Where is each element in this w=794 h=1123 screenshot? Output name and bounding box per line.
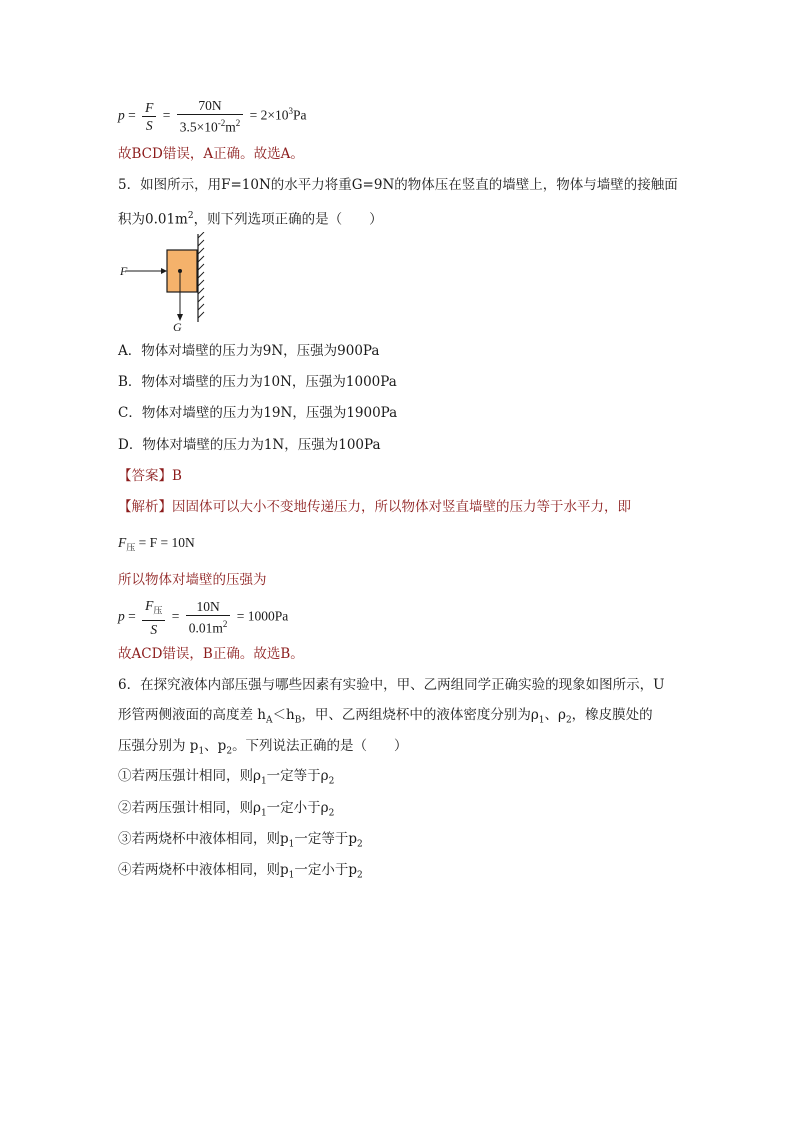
- q6-stem-line2: 形管两侧液面的高度差 $h_A<h_B$，甲、乙两组烧杯中的液体密度分别为$\rho_1$、$\rho_2$，橡皮膜处的: [118, 707, 653, 726]
- q5-pressure-equation: p = $\frac{F_压}{S}$ = $\frac{10N}{0.01m^2}$ = 1000Pa: [118, 598, 289, 637]
- force-diagram: [118, 232, 208, 332]
- q6-stem-line1: 6．在探究液体内部压强与哪些因素有实验中，甲、乙两组同学正确实验的现象如图所示，U: [118, 677, 665, 693]
- q6-statement-1[interactable]: ①若两压强计相同，则$\rho_1$一定等于$\rho_2$: [118, 768, 335, 787]
- q5-stem-line1: 5．如图所示，用F=10N的水平力将重G=9N的物体压在竖直的墙壁上，物体与墙壁的接触面: [118, 177, 678, 193]
- q6-stem-line3: 压强分别为 $p_1$、$p_2$。下列说法正确的是（ ）: [118, 738, 408, 757]
- q6-statement-2[interactable]: ②若两压强计相同，则$\rho_1$一定小于$\rho_2$: [118, 800, 335, 819]
- q5-answer: 【答案】B: [118, 468, 182, 484]
- q5-conclusion: 故ACD错误，B正确。故选B。: [118, 646, 304, 662]
- q6-statement-3[interactable]: ③若两烧杯中液体相同，则$p_1$一定等于$p_2$: [118, 831, 363, 850]
- q5-analysis: 【解析】因固体可以大小不变地传递压力，所以物体对竖直墙壁的压力等于水平力，即: [118, 499, 631, 515]
- wall-hatching: [198, 232, 204, 318]
- q4-pressure-formula: p = $\frac{F}{S}$ = $\frac{70N}{3.5\times 10^{-2}m^2}$ = $2\times 10^3Pa$: [118, 98, 307, 135]
- label-g: G: [173, 320, 182, 332]
- q4-conclusion: 故BCD错误，A正确。故选A。: [118, 146, 304, 162]
- q5-pressure-intro: 所以物体对墙壁的压强为: [118, 572, 267, 588]
- q5-stem-line2: 积为$0.01m^2$，则下列选项正确的是（ ）: [118, 211, 383, 228]
- q5-force-equation: $F_压 = F = 10N$: [118, 535, 195, 553]
- label-f: F: [120, 264, 128, 278]
- q5-option-b[interactable]: B．物体对墙壁的压力为10N，压强为1000Pa: [118, 374, 397, 390]
- q5-option-d[interactable]: D．物体对墙壁的压力为1N，压强为100Pa: [118, 437, 381, 453]
- q5-option-c[interactable]: C．物体对墙壁的压力为19N，压强为1900Pa: [118, 405, 398, 421]
- q6-statement-4[interactable]: ④若两烧杯中液体相同，则$p_1$一定小于$p_2$: [118, 862, 363, 881]
- q5-option-a[interactable]: A．物体对墙壁的压力为9N，压强为900Pa: [118, 343, 380, 359]
